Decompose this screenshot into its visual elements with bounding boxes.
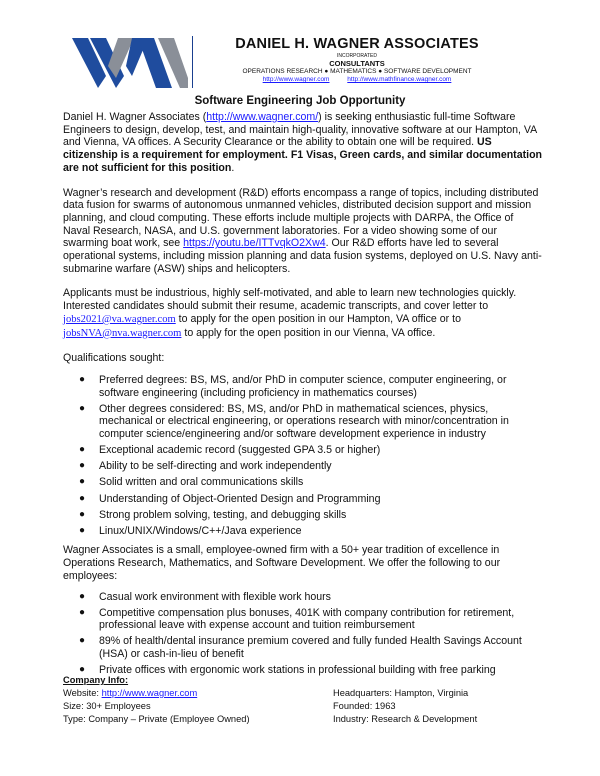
bullet-icon: ● (79, 373, 86, 385)
list-item: ● Solid written and oral communications skills (79, 476, 304, 489)
bullet-icon: ● (79, 476, 86, 488)
company-size: Size: 30+ Employees (63, 701, 151, 711)
list-item: ● Strong problem solving, testing, and debugging skills (79, 508, 347, 521)
wagner-logo (72, 38, 188, 88)
benefits-list (63, 591, 543, 677)
bullet-icon: ● (79, 492, 86, 504)
company-info: Company Info: Website: http://www.wagner.com Headquarters: Hampton, Virginia Size: 30+ Employees Founded: 1963 Type: Company – Private (Employee Owned) Industry: Research & Development (63, 674, 543, 726)
headquarters: Headquarters: Hampton, Virginia (333, 688, 469, 698)
bullet-icon: ● (79, 402, 86, 414)
list-item: ● Exceptional academic record (suggested GPA 3.5 or higher) (79, 444, 381, 457)
rnd-paragraph: Wagner’s research and development (R&D) efforts encompass a range of topics, including distributed data fusion for swarms of autonomous unmanned vehicles, distributed decision support and mission planning, and cloud computing. These efforts include multiple projects with DARPA, the Office of Naval Research, NASA, and U.S. government laboratories. For a video showing some of our swarming boat work, see https://youtu.be/ITTvqkO2Xw4. Our R&D efforts have led to several operational systems, including mission planning and data fusion systems, deployed on U.S. Navy anti-submarine warfare (ASW) ships and helicopters. (63, 186, 542, 275)
list-item: ● Competitive compensation plus bonuses, 401K with company contribution for retirement, professional leave with expense account and tuition reimbursement (79, 606, 515, 632)
bullet-icon: ● (79, 460, 86, 472)
bullet-icon: ● (79, 635, 86, 647)
consultants-label: CONSULTANTS (329, 59, 385, 68)
bullet-icon: ● (79, 664, 86, 676)
youtube-link[interactable]: https://youtu.be/ITTvqkO2Xw4 (183, 237, 326, 250)
citizenship-requirement: US citizenship is a requirement for employment. F1 Visas, Green cards, and similar documentation are not sufficient for this position (63, 136, 543, 174)
page-title: Software Engineering Job Opportunity (194, 95, 406, 107)
bullet-icon: ● (79, 524, 86, 536)
header-divider (192, 36, 193, 88)
company-header (232, 36, 482, 84)
apply-paragraph: Applicants must be industrious, highly self-motivated, and able to learn new technologies quickly. Interested candidates should submit their resume, academic transcripts, and cover letter to jobs2021@va.wagner.com to apply for the open position in our Hampton, VA office or to jobsNVA@nva.wagner.com to apply for the open position in our Vienna, VA office. (63, 287, 517, 339)
list-item: ● Understanding of Object-Oriented Design and Programming (79, 492, 381, 505)
company-site-link[interactable]: http://www.wagner.com (262, 76, 330, 83)
offer-paragraph: Wagner Associates is a small, employee-owned firm with a 50+ year tradition of excellence in Operations Research, Mathematics, and Software Development. We offer the following to our employees: (63, 544, 501, 582)
list-item: ● 89% of health/dental insurance premium covered and fully funded Health Savings Account (HSA) or cash-in-lieu of benefit (79, 635, 522, 661)
industry: Industry: Research & Development (333, 714, 478, 724)
hampton-email-link[interactable]: jobs2021@va.wagner.com (63, 313, 176, 325)
bullet-icon: ● (79, 606, 86, 618)
incorporated-label: INCORPORATED (337, 53, 377, 59)
vienna-email-link[interactable]: jobsNVA@nva.wagner.com (63, 327, 182, 339)
company-name: DANIEL H. WAGNER ASSOCIATES (235, 36, 479, 52)
list-item: ● Ability to be self-directing and work independently (79, 460, 332, 473)
company-fields: OPERATIONS RESEARCH ● MATHEMATICS ● SOFTWARE DEVELOPMENT (242, 68, 472, 75)
finance-site-link[interactable]: http://www.mathfinance.wagner.com (347, 76, 452, 83)
company-info-heading: Company Info: (63, 675, 129, 685)
bullet-icon: ● (79, 444, 86, 456)
company-type: Type: Company – Private (Employee Owned) (63, 714, 250, 724)
bullet-icon: ● (79, 508, 86, 520)
job-description (63, 111, 543, 687)
list-item: ● Private offices with ergonomic work stations in professional building with free parking (79, 664, 496, 677)
intro-paragraph: Daniel H. Wagner Associates (http://www.wagner.com/) is seeking enthusiastic full-time Software Engineers to design, develop, test, and maintain high-quality, innovative software at our Hampton, VA and Vienna, VA offices. A Security Clearance or the ability to obtain one will be required. US citizenship is a requirement for employment. F1 Visas, Green cards, and similar documentation are not sufficient for this position. (63, 111, 543, 174)
list-item: ● Preferred degrees: BS, MS, and/or PhD in computer science, computer engineering, or software engineering (including proficiency in mathematics courses) (79, 373, 507, 399)
list-item: ● Linux/UNIX/Windows/C++/Java experience (79, 524, 302, 537)
founded-year: Founded: 1963 (333, 701, 396, 711)
qualifications-list (63, 374, 543, 537)
website-link[interactable]: http://www.wagner.com (101, 688, 198, 698)
qualifications-heading: Qualifications sought: (63, 352, 165, 365)
bullet-icon: ● (79, 590, 86, 602)
wagner-link[interactable]: http://www.wagner.com/ (206, 111, 319, 123)
list-item: ● Other degrees considered: BS, MS, and/or PhD in mathematical sciences, physics, mechanical or electrical engineering, or operations research with minor/concentration in computer science/engineering and/or software development experience in industry (79, 402, 509, 441)
list-item: ● Casual work environment with flexible work hours (79, 590, 331, 603)
